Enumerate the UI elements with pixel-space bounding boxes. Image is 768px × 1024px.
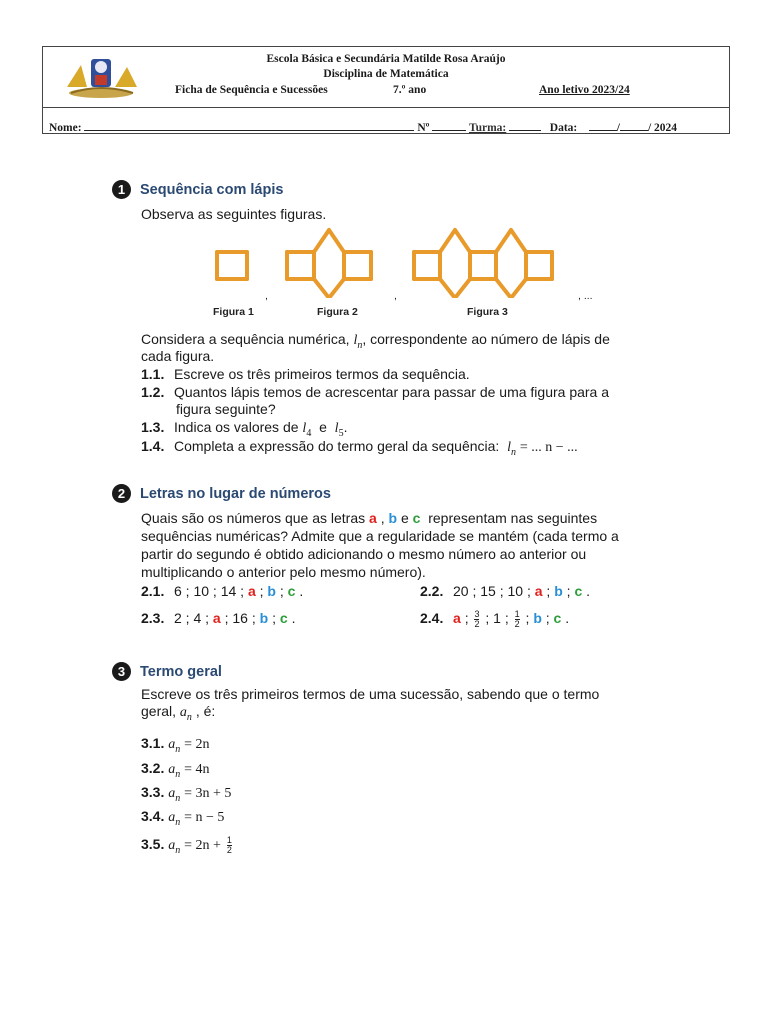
section-3-paragraph-line-2 <box>141 703 215 726</box>
fraction-one-half <box>227 836 232 855</box>
figure-2-label: Figura 2 <box>317 306 358 318</box>
question-number: 3.3. <box>141 784 165 800</box>
question-2-3 <box>141 610 295 627</box>
question-3-2 <box>141 760 210 783</box>
question-text: Indica os valores de <box>174 419 299 435</box>
question-number: 3.1. <box>141 735 165 751</box>
question-number: 3.5. <box>141 836 165 853</box>
header-divider <box>43 107 729 108</box>
section-2-title: Letras no lugar de números <box>140 485 331 502</box>
math-subscript: n <box>510 446 516 458</box>
math-expression: = 2n + <box>184 838 221 854</box>
text-span: ; <box>546 583 551 599</box>
letter-b: b <box>267 583 276 599</box>
question-number: 2.1. <box>141 583 165 599</box>
letter-a: a <box>369 510 377 526</box>
text-span: Considera a sequência numérica, <box>141 331 350 347</box>
section-2-paragraph-line-2: sequências numéricas? Admite que a regularidade se mantém (cada termo a <box>141 528 619 544</box>
math-variable: l <box>334 421 339 436</box>
text-span: , é: <box>195 703 216 719</box>
math-variable: a <box>168 762 176 777</box>
math-variable: a <box>168 786 176 801</box>
math-subscript: n <box>357 339 363 351</box>
date-year: / 2024 <box>647 122 678 134</box>
question-1-1 <box>141 366 470 383</box>
figure-1-label: Figura 1 <box>213 306 254 318</box>
letter-a: a <box>212 610 221 626</box>
math-expression: = ... n − ... <box>519 440 578 455</box>
text-span: e <box>400 510 409 526</box>
math-subscript: n <box>175 792 181 804</box>
sequence-text: 20 ; 15 ; 10 ; <box>453 583 531 599</box>
question-number: 1.3. <box>141 419 165 435</box>
text-span: ; <box>566 583 571 599</box>
section-2-paragraph-line-3: partir do segundo é obtido adicionando o mesmo número ao anterior ou <box>141 546 587 562</box>
section-2-badge: 2 <box>112 484 131 503</box>
fraction-numerator: 3 <box>474 609 480 619</box>
question-text: Completa a expressão do termo geral da sequência: <box>174 438 500 454</box>
text-span: . <box>299 583 304 599</box>
letter-b: b <box>388 510 398 526</box>
fraction-numerator: 1 <box>226 835 232 845</box>
section-3-heading <box>112 662 222 681</box>
fraction-denominator: 2 <box>474 619 480 629</box>
fraction-numerator: 1 <box>514 609 520 619</box>
text-span: , correspondente ao número de lápis de <box>362 331 610 347</box>
name-label: Nome: <box>49 122 82 134</box>
question-3-3 <box>141 784 231 807</box>
question-1-2-continued: figura seguinte? <box>176 401 276 417</box>
math-subscript: n <box>175 768 181 780</box>
section-1-badge: 1 <box>112 180 131 199</box>
number-field[interactable] <box>432 119 466 131</box>
math-variable: a <box>168 838 176 854</box>
question-2-1 <box>141 583 303 600</box>
letter-a: a <box>247 583 256 599</box>
math-subscript: n <box>175 816 181 828</box>
figure-1-square <box>217 252 247 279</box>
question-number: 2.2. <box>420 583 444 599</box>
figure-3-shape <box>414 230 552 298</box>
letter-b: b <box>533 610 542 627</box>
subject-name: Disciplina de Matemática <box>323 68 449 80</box>
math-variable: l <box>302 421 307 436</box>
letter-a: a <box>534 583 543 599</box>
math-subscript: n <box>175 845 181 856</box>
fraction-one-half <box>515 610 520 629</box>
date-separator: / <box>616 122 620 134</box>
math-variable: l <box>353 333 358 348</box>
school-year: Ano letivo 2023/24 <box>539 84 630 96</box>
math-variable: a <box>179 705 187 720</box>
text-span: . <box>586 583 591 599</box>
text-span: ; <box>545 610 550 627</box>
class-label: Turma: <box>468 122 507 134</box>
text-span: ; <box>272 610 276 626</box>
math-subscript: 5 <box>338 427 344 439</box>
student-info-row <box>49 119 677 134</box>
question-number: 1.1. <box>141 366 165 382</box>
math-subscript: n <box>175 743 181 755</box>
text-span: , <box>380 510 385 526</box>
math-expression: = 2n <box>184 737 210 752</box>
math-variable: a <box>168 737 176 752</box>
letter-c: c <box>412 510 421 526</box>
text-span: . <box>291 610 296 626</box>
math-subscript: 4 <box>306 427 312 439</box>
letter-b: b <box>259 610 269 626</box>
question-1-4 <box>141 438 578 461</box>
question-number: 1.2. <box>141 384 165 400</box>
figure-2-shape <box>287 230 371 298</box>
math-expression: = 3n + 5 <box>184 786 232 801</box>
letter-b: b <box>554 583 563 599</box>
grade-label: 7.º ano <box>393 84 427 96</box>
question-number: 2.4. <box>420 610 444 627</box>
question-text: Quantos lápis temos de acrescentar para passar de uma figura para a <box>174 384 610 400</box>
pencil-figures-illustration <box>210 222 600 298</box>
section-1-intro: Observa as seguintes figuras. <box>141 206 327 222</box>
letter-c: c <box>287 583 296 599</box>
text-span: geral, <box>141 703 177 719</box>
figure-separator-3: , ... <box>578 290 593 302</box>
sequence-text: ; 16 ; <box>224 610 256 626</box>
fraction-denominator: 2 <box>514 619 520 629</box>
class-field[interactable] <box>509 119 541 131</box>
figure-separator-2: , <box>394 290 397 302</box>
question-2-2 <box>420 583 590 600</box>
sequence-text: 6 ; 10 ; 14 ; <box>174 583 245 599</box>
text-span: representam nas seguintes <box>428 510 598 526</box>
question-3-5 <box>141 836 234 859</box>
section-2-paragraph-line-4: multiplicando o anterior pelo mesmo número). <box>141 564 426 580</box>
math-variable: l <box>507 440 511 455</box>
section-1-paragraph-line-2: cada figura. <box>141 348 215 364</box>
school-name: Escola Básica e Secundária Matilde Rosa Araújo <box>266 53 506 65</box>
worksheet-header <box>42 46 730 134</box>
section-1-title: Sequência com lápis <box>140 181 284 198</box>
question-1-2 <box>141 384 609 401</box>
fraction-denominator: 2 <box>226 845 232 855</box>
text-span: ; <box>525 610 530 627</box>
section-2-paragraph-line-1 <box>141 510 597 527</box>
text-span: ; <box>464 610 469 627</box>
question-number: 3.4. <box>141 808 165 824</box>
text-span: Quais são os números que as letras <box>141 510 366 526</box>
fraction-three-halves <box>474 610 479 629</box>
text-span: ; <box>259 583 264 599</box>
question-number: 3.2. <box>141 760 165 776</box>
math-expression: = n − 5 <box>184 810 225 825</box>
sequence-text: 2 ; 4 ; <box>174 610 210 626</box>
question-2-4 <box>420 610 569 629</box>
question-number: 1.4. <box>141 438 165 454</box>
section-3-badge: 3 <box>112 662 131 681</box>
text-span: ; <box>279 583 284 599</box>
letter-c: c <box>279 610 288 626</box>
question-number: 2.3. <box>141 610 165 626</box>
figure-separator-1: , <box>265 290 268 302</box>
date-day-field[interactable] <box>589 119 617 131</box>
figure-3-label: Figura 3 <box>467 306 508 318</box>
question-3-1 <box>141 735 210 758</box>
math-expression: = 4n <box>184 762 210 777</box>
letter-a: a <box>453 610 461 627</box>
sequence-text: ; 1 ; <box>485 610 509 627</box>
section-3-title: Termo geral <box>140 663 222 680</box>
date-label: Data: <box>549 122 578 134</box>
worksheet-title: Ficha de Sequência e Sucessões <box>175 84 328 96</box>
number-label: Nº <box>417 122 430 134</box>
section-1-heading <box>112 180 283 199</box>
text-span: . <box>565 610 570 627</box>
question-3-4 <box>141 808 224 831</box>
letter-c: c <box>553 610 562 627</box>
letter-c: c <box>574 583 583 599</box>
text-span: e <box>319 419 327 435</box>
math-subscript: n <box>186 711 192 723</box>
section-2-heading <box>112 484 331 503</box>
math-variable: a <box>168 810 176 825</box>
name-field[interactable] <box>84 119 414 131</box>
text-span: . <box>343 419 348 435</box>
question-text: Escreve os três primeiros termos da sequência. <box>174 366 470 382</box>
date-month-field[interactable] <box>620 119 648 131</box>
section-3-paragraph-line-1: Escreve os três primeiros termos de uma sucessão, sabendo que o termo <box>141 686 600 702</box>
